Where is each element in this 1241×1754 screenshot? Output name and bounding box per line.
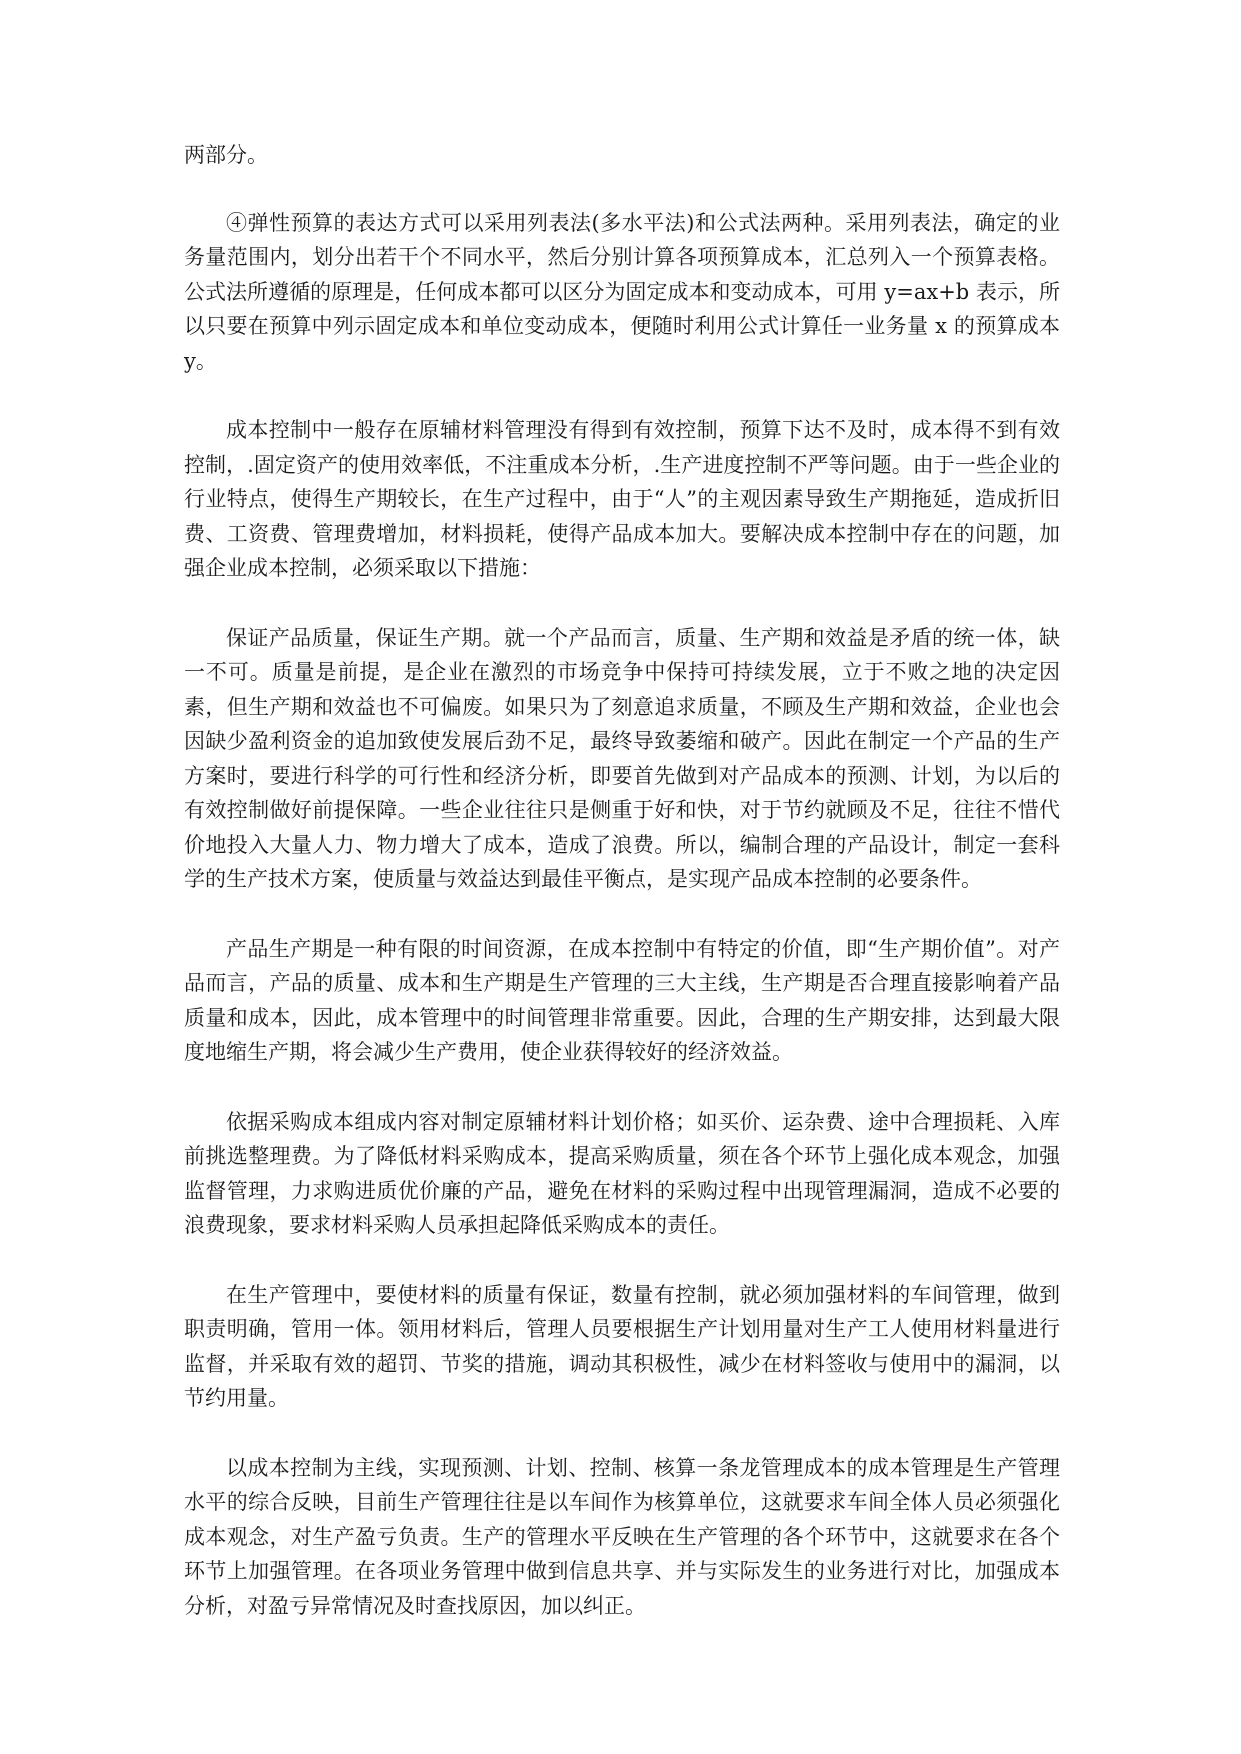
paragraph-purchasing-cost: 依据采购成本组成内容对制定原辅材料计划价格；如买价、运杂费、途中合理损耗、入库前挑选整理费。为了降低材料采购成本，提高采购质量，须在各个环节上强化成本观念，加强监督管理，力求购进质优价廉的产品，避免在材料的采购过程中出现管理漏洞，造成不必要的浪费现象，要求材料采购人员承担起降低采购成本的责任。 xyxy=(184,1109,1060,1237)
document-body xyxy=(184,138,1060,1658)
paragraph-production-period-value: 产品生产期是一种有限的时间资源，在成本控制中有特定的价值，即“生产期价值”。对产品而言，产品的质量、成本和生产期是生产管理的三大主线，生产期是否合理直接影响着产品质量和成本，因此，成本管理中的时间管理非常重要。因此，合理的生产期安排，达到最大限度地缩生产期，将会减少生产费用，使企业获得较好的经济效益。 xyxy=(184,936,1060,1064)
paragraph-cost-control-mainline: 以成本控制为主线，实现预测、计划、控制、核算一条龙管理成本的成本管理是生产管理水平的综合反映，目前生产管理往往是以车间作为核算单位，这就要求车间全体人员必须强化成本观念，对生产盈亏负责。生产的管理水平反映在生产管理的各个环节中，这就要求在各个环节上加强管理。在各项业务管理中做到信息共享、并与实际发生的业务进行对比，加强成本分析，对盈亏异常情况及时查找原因，加以纠正。 xyxy=(184,1455,1060,1618)
paragraph-quality-and-schedule: 保证产品质量，保证生产期。就一个产品而言，质量、生产期和效益是矛盾的统一体，缺一不可。质量是前提，是企业在激烈的市场竞争中保持可持续发展，立于不败之地的决定因素，但生产期和效益也不可偏废。如果只为了刻意追求质量，不顾及生产期和效益，企业也会因缺少盈利资金的追加致使发展后劲不足，最终导致萎缩和破产。因此在制定一个产品的生产方案时，要进行科学的可行性和经济分析，即要首先做到对产品成本的预测、计划，为以后的有效控制做好前提保障。一些企业往往只是侧重于好和快，对于节约就顾及不足，往往不惜代价地投入大量人力、物力增大了成本，造成了浪费。所以，编制合理的产品设计，制定一套科学的生产技术方案，使质量与效益达到最佳平衡点，是实现产品成本控制的必要条件。 xyxy=(184,625,1060,891)
paragraph-flexible-budget: ④弹性预算的表达方式可以采用列表法(多水平法)和公式法两种。采用列表法，确定的业务量范围内，划分出若干个不同水平，然后分别计算各项预算成本，汇总列入一个预算表格。公式法所遵循的原理是，任何成本都可以区分为固定成本和变动成本，可用 y=ax+b 表示，所以只要在预算中列示固定成本和单位变动成本，便随时利用公式计算任一业务量 x 的预算成本 y。 xyxy=(184,210,1060,373)
paragraph-continuation: 两部分。 xyxy=(184,143,268,167)
paragraph-material-management: 在生产管理中，要使材料的质量有保证，数量有控制，就必须加强材料的车间管理，做到职责明确，管用一体。领用材料后，管理人员要根据生产计划用量对生产工人使用材料量进行监督，并采取有效的超罚、节奖的措施，调动其积极性，减少在材料签收与使用中的漏洞，以节约用量。 xyxy=(184,1282,1060,1410)
paragraph-cost-control-problems: 成本控制中一般存在原辅材料管理没有得到有效控制，预算下达不及时，成本得不到有效控制，.固定资产的使用效率低，不注重成本分析，.生产进度控制不严等问题。由于一些企业的行业特点，使得生产期较长，在生产过程中，由于“人”的主观因素导致生产期拖延，造成折旧费、工资费、管理费增加，材料损耗，使得产品成本加大。要解决成本控制中存在的问题，加强企业成本控制，必须采取以下措施： xyxy=(184,418,1060,580)
